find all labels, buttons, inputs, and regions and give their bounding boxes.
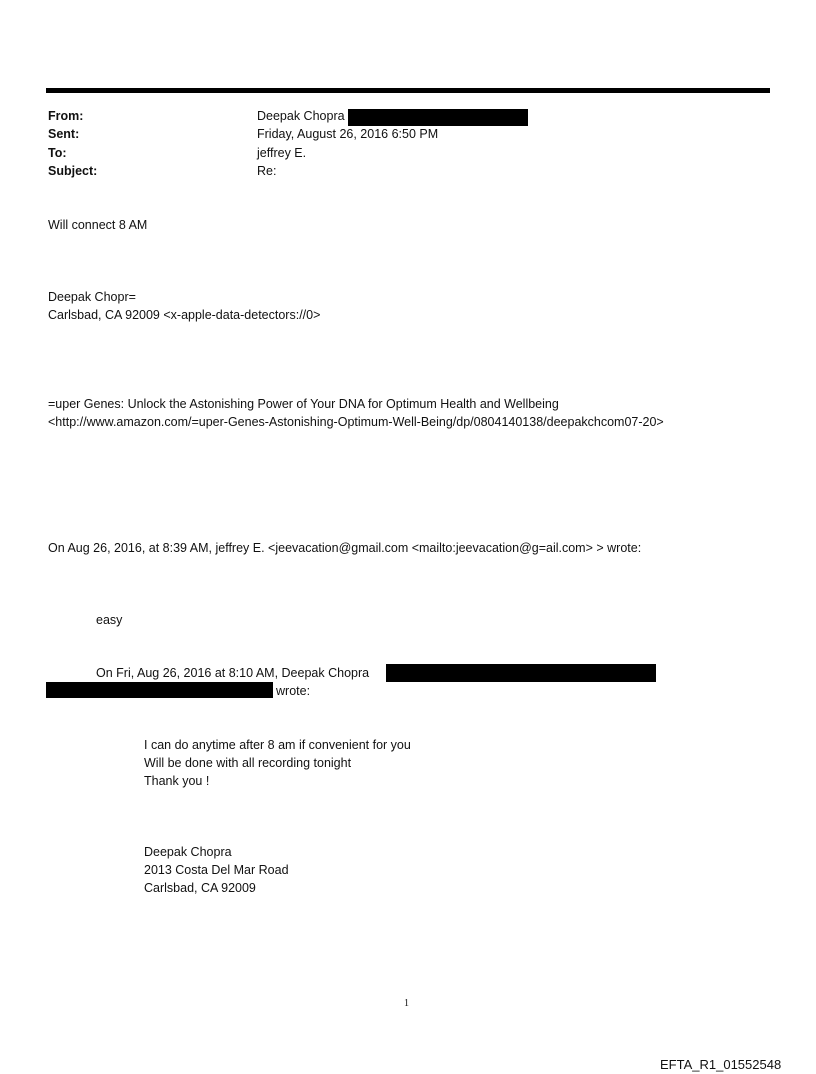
message-line: Will connect 8 AM <box>48 218 148 232</box>
book-link[interactable]: <http://www.amazon.com/=uper-Genes-Astonishing-Optimum-Well-Being/dp/0804140138/deepakchcom07-20> <box>48 415 664 429</box>
subject-value: Re: <box>257 164 277 178</box>
header-rule <box>46 88 770 93</box>
quote1-body: easy <box>96 613 123 627</box>
subject-label: Subject: <box>48 164 98 178</box>
page-number: 1 <box>404 998 409 1009</box>
quote2-wrote: wrote: <box>276 684 311 698</box>
quote1-header: On Aug 26, 2016, at 8:39 AM, jeffrey E. <jeevacation@gmail.com <mailto:jeevacation@g=ail.com> > wrote: <box>48 541 642 555</box>
quote2-signature-name: Deepak Chopra <box>144 845 232 859</box>
signature-name: Deepak Chopr= <box>48 290 136 304</box>
quote2-line: Thank you ! <box>144 774 210 788</box>
quote2-signature-street: 2013 Costa Del Mar Road <box>144 863 289 877</box>
book-title: =uper Genes: Unlock the Astonishing Power of Your DNA for Optimum Health and Wellbeing <box>48 397 559 411</box>
sent-value: Friday, August 26, 2016 6:50 PM <box>257 127 439 141</box>
document-id: EFTA_R1_01552548 <box>660 1057 782 1072</box>
from-value: Deepak Chopra <box>257 109 345 123</box>
quote2-signature-city: Carlsbad, CA 92009 <box>144 881 256 895</box>
to-label: To: <box>48 146 67 160</box>
redaction-quote2-email-cont <box>46 682 273 698</box>
sent-label: Sent: <box>48 127 80 141</box>
quote2-line: Will be done with all recording tonight <box>144 756 352 770</box>
redaction-from-email <box>348 109 528 126</box>
redaction-quote2-email <box>386 664 656 682</box>
to-value: jeffrey E. <box>257 146 307 160</box>
quote2-line: I can do anytime after 8 am if convenient for you <box>144 738 411 752</box>
quote2-header: On Fri, Aug 26, 2016 at 8:10 AM, Deepak Chopra <box>96 666 370 680</box>
signature-address: Carlsbad, CA 92009 <x-apple-data-detectors://0> <box>48 308 321 322</box>
from-label: From: <box>48 109 84 123</box>
